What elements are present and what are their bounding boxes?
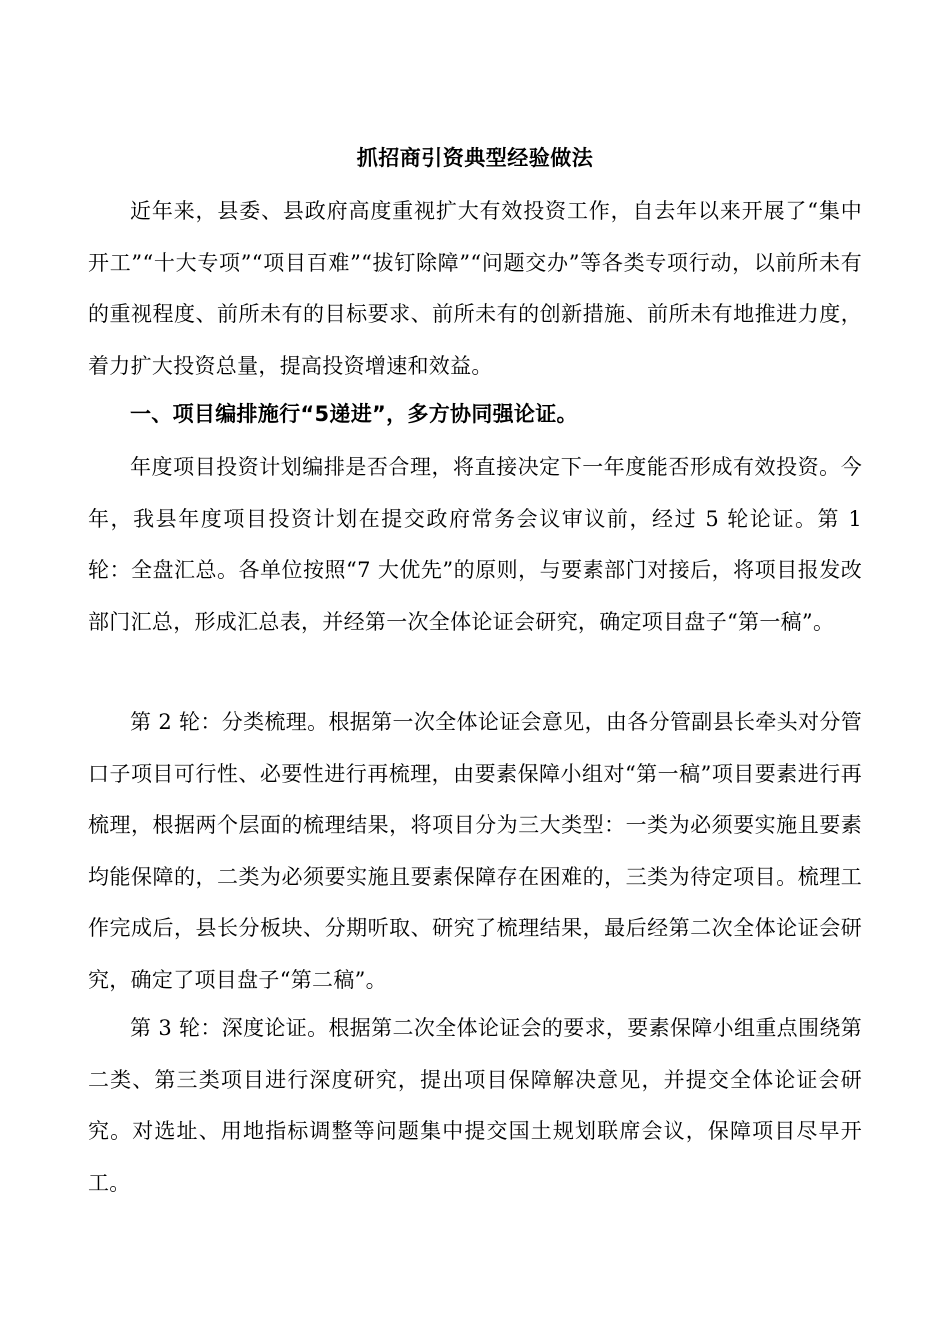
body-paragraph: 第 3 轮：深度论证。根据第二次全体论证会的要求，要素保障小组重点围绕第二类、第三类项目进行深度研究，提出项目保障解决意见，并提交全体论证会研究。对选址、用地指标调整等问题集中提交国土规划联席会议，保障项目尽早开工。 xyxy=(88,1016,862,1195)
section-heading: 一、项目编排施行“5递进”，多方协同强论证。 xyxy=(130,402,578,426)
body-paragraph: 第 2 轮：分类梳理。根据第一次全体论证会意见，由各分管副县长牵头对分管口子项目可行性、必要性进行再梳理，由要素保障小组对“第一稿”项目要素进行再梳理，根据两个层面的梳理结果，将项目分为三大类型：一类为必须要实施且要素均能保障的，二类为必须要实施且要素保障存在困难的，三类为待定项目。梳理工作完成后，县长分板块、分期听取、研究了梳理结果，最后经第二次全体论证会研究，确定了项目盘子“第二稿”。 xyxy=(88,710,862,992)
document-title: 抓招商引资典型经验做法 xyxy=(356,146,594,170)
intro-paragraph: 近年来，县委、县政府高度重视扩大有效投资工作，自去年以来开展了“集中开工”“十大专项”“项目百难”“拔钉除障”“问题交办”等各类专项行动，以前所未有的重视程度、前所未有的目标要求、前所未有的创新措施、前所未有地推进力度，着力扩大投资总量，提高投资增速和效益。 xyxy=(88,199,862,378)
body-paragraph: 年度项目投资计划编排是否合理，将直接决定下一年度能否形成有效投资。今年，我县年度项目投资计划在提交政府常务会议审议前，经过 5 轮论证。第 1 轮：全盘汇总。各单位按照“7 大优先”的原则，与要素部门对接后，将项目报发改部门汇总，形成汇总表，并经第一次全体论证会研究，确定项目盘子“第一稿”。 xyxy=(88,455,862,634)
